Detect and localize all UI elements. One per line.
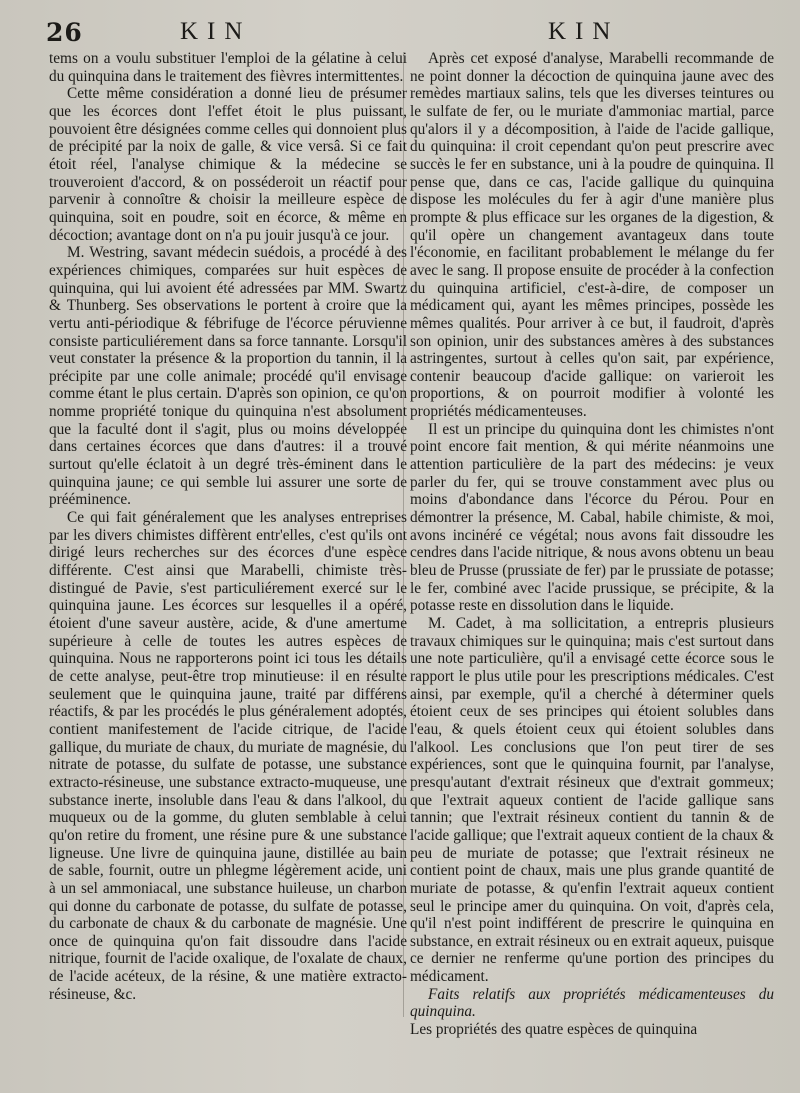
right-column (410, 50, 774, 1039)
running-head-right: KIN (548, 18, 620, 45)
page-number: 26 (46, 18, 83, 47)
section-subheading: Faits relatifs aux propriétés médicamenteuses du quinquina. (410, 985, 774, 1021)
paragraph: Après cet exposé d'analyse, Marabelli recommande de ne point donner la décoction de quinquina jaune avec des remèdes martiaux salins, tels que les diverses teintures ou le sulfate de fer, ou le muriate d'ammoniac martial, parce qu'alors il y a décomposition, à l'aide de l'acide gallique, du quinquina: il croit cependant qu'on peut prescrire avec succès le fer en substance, uni à la poudre de quinquina. Il pense que, dans ce cas, l'acide gallique du quinquina dispose les molécules du fer à agir d'une manière plus prompte & plus efficace sur les organes de la digestion, & qu'il opère un changement avantageux dans toute l'économie, en facilitant probablement le mélange du fer avec le sang. Il propose ensuite de procéder à la confection du quinquina artificiel, c'est-à-dire, de composer un médicament qui, ayant les mêmes principes, possède les mêmes qualités. Pour arriver à ce but, il faudroit, d'après son opinion, unir des substances amères à des substances astringentes, surtout à celles qu'on sait, par expérience, contenir beaucoup d'acide gallique: on varieroit les proportions, & on pourroit modifier à volonté les propriétés médicamenteuses. (410, 50, 774, 421)
paragraph: Ce qui fait généralement que les analyses entreprises par les divers chimistes diffèrent entr'elles, c'est qu'ils ont dirigé leurs recherches sur des écorces d'une espèce différente. C'est ainsi que Marabelli, chimiste très-distingué de Pavie, s'est particuliérement exercé sur le quinquina jaune. Les écorces sur lesquelles il a opéré, étoient d'une saveur austère, acide, & d'une amertume supérieure à celle de toutes les autres espèces de quinquina. Nous ne rapporterons point ici tous les détails de cette analyse, peut-être trop minutieuse: il en résulte seulement que le quinquina jaune, traité par différens réactifs, & par les procédés le plus généralement adoptés, contient manifestement de l'acide citrique, de l'acide gallique, du muriate de chaux, du muriate de magnésie, du nitrate de potasse, du sulfate de potasse, une substance extracto-résineuse, une substance extracto-muqueuse, une substance inerte, insoluble dans l'eau & dans l'alkool, du muqueux ou de la gomme, du gluten semblable à celui qu'on retire du froment, une résine pure & une substance ligneuse. Une livre de quinquina jaune, distillée au bain de sable, fournit, outre un phlegme légèrement acide, uni à un sel ammoniacal, une substance huileuse, un charbon qui donne du carbonate de potasse, du sulfate de potasse, du carbonate de chaux & du carbonate de magnésie. Une once de quinquina qu'on fait dissoudre dans l'acide nitrique, fournit de l'acide oxalique, de l'oxalate de chaux, de l'acide acéteux, de la résine, & une matière extracto-résineuse, &c. (49, 509, 407, 1003)
running-head-left: KIN (180, 18, 252, 45)
paragraph: Il est un principe du quinquina dont les chimistes n'ont point encore fait mention, & qui mérite néanmoins une attention particulière de la part des médecins: je veux parler du fer, qui se trouve constamment avec plus ou moins d'abondance dans l'écorce du Pérou. Pour en démontrer la présence, M. Cabal, habile chimiste, & moi, avons incinéré ce végétal; nous avons fait dissoudre les cendres dans l'acide nitrique, & nous avons obtenu un beau bleu de Prusse (prussiate de fer) par le prussiate de potasse; le fer, combiné avec l'acide prussique, se précipite, & la potasse reste en dissolution dans le liquide. (410, 420, 774, 615)
paragraph: Les propriétés des quatre espèces de quinquina (410, 1021, 698, 1039)
paragraph: Cette même considération a donné lieu de présumer que les écorces dont l'effet étoit le plus puissant, pouvoient être désignées comme celles qui donnoient plus de précipité par la noix de galle, & vice versâ. Si ce fait étoit réel, l'analyse chimique & la médecine se trouveroient d'accord, & on posséderoit un réactif pour parvenir à connoître & choisir la meilleure espèce de quinquina, soit en poudre, soit en écorce, & même en décoction; avantage dont on n'a pu jouir jusqu'à ce jour. (49, 85, 407, 244)
page-header (0, 12, 800, 52)
left-column (49, 50, 407, 1003)
paragraph: M. Cadet, à ma sollicitation, a entrepris plusieurs travaux chimiques sur le quinquina; mais c'est surtout dans une note particulière, qu'il a envisagé cette écorce sous le rapport le plus utile pour les prescriptions médicales. C'est ainsi, par exemple, qu'il a cherché à déterminer quels étoient ceux de ses principes qui étoient solubles dans l'eau, & quels étoient ceux qui étoient solubles dans l'alkool. Les conclusions que l'on peut tirer de ses expériences, sont que le quinquina fournit, par l'analyse, presqu'autant d'extrait résineux que d'extrait gommeux; que l'extrait aqueux contient de l'acide gallique sans tannin; que l'extrait résineux contient du tannin & de l'acide gallique; que l'extrait aqueux contient de la chaux & peu de muriate de potasse; que l'extrait résineux ne contient point de chaux, mais une plus grande quantité de muriate de potasse, & qu'enfin l'extrait aqueux contient seul le principe amer du quinquina. On voit, d'après cela, qu'il n'est point indifférent de prescrire le quinquina en substance, en extrait résineux ou en extrait aqueux, puisque ce dernier ne renferme qu'une portion des principes du médicament. (410, 615, 774, 986)
paragraph: tems on a voulu substituer l'emploi de la gélatine à celui du quinquina dans le traitement des fièvres intermittentes. (49, 50, 407, 85)
paragraph: M. Westring, savant médecin suédois, a procédé à des expériences chimiques, comparées sur huit espèces de quinquina, qui lui avoient été adressées par MM. Swartz & Thunberg. Ses observations le portent à croire que la vertu anti-périodique & fébrifuge de l'écorce péruvienne consiste particuliérement dans sa force tannante. Lorsqu'il veut constater la présence & la proportion du tannin, il la précipite par une colle animale; procédé qu'il envisage comme étant le plus certain. D'après son opinion, ce qu'on nomme propriété tonique du quinquina n'est absolument que la faculté dont il s'agit, plus ou moins développée dans certaines écorces que dans d'autres: il a trouvé surtout qu'elle éclatoit à un degré très-éminent dans le quinquina jaune; ce qui semble lui assurer une sorte de prééminence. (49, 244, 407, 509)
